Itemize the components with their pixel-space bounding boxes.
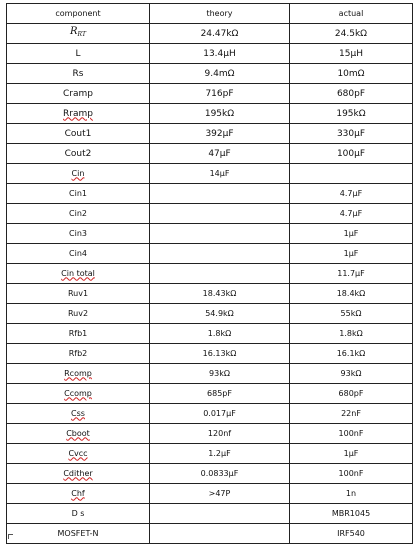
- table-row: [7, 104, 413, 124]
- cell-component: [7, 204, 150, 224]
- component-label: Ccomp: [64, 388, 92, 398]
- table-row: [7, 384, 413, 404]
- cell-theory: 16.13kΩ: [150, 344, 290, 364]
- cell-actual: 100nF: [290, 464, 413, 484]
- component-label: Cin3: [69, 228, 87, 238]
- component-label: Cin2: [69, 208, 87, 218]
- component-label: Rfb1: [68, 328, 88, 338]
- cell-theory: 13.4µH: [150, 44, 290, 64]
- component-label: Cin total: [61, 268, 95, 278]
- cell-actual: 680pF: [290, 84, 413, 104]
- component-label: Cramp: [63, 88, 93, 99]
- cell-actual: 100nF: [290, 424, 413, 444]
- cell-component: [7, 364, 150, 384]
- cell-component: [7, 84, 150, 104]
- table-body: [7, 24, 413, 544]
- cell-actual: 100µF: [290, 144, 413, 164]
- table-row: [7, 24, 413, 44]
- component-label: Cout2: [64, 148, 92, 159]
- cell-theory: 195kΩ: [150, 104, 290, 124]
- cell-theory: 47µF: [150, 144, 290, 164]
- cell-component: [7, 104, 150, 124]
- cell-component: [7, 484, 150, 504]
- cell-component: [7, 444, 150, 464]
- cell-actual: 16.1kΩ: [290, 344, 413, 364]
- cell-theory: 685pF: [150, 384, 290, 404]
- cell-component: [7, 244, 150, 264]
- component-label: Ruv2: [67, 308, 89, 318]
- component-table: [6, 3, 413, 544]
- cell-theory: 93kΩ: [150, 364, 290, 384]
- table-row: [7, 164, 413, 184]
- cell-component: [7, 504, 150, 524]
- table-row: [7, 444, 413, 464]
- table-row: [7, 244, 413, 264]
- cell-actual: 55kΩ: [290, 304, 413, 324]
- cell-theory: 716pF: [150, 84, 290, 104]
- cell-component: [7, 144, 150, 164]
- table-row: [7, 204, 413, 224]
- component-label: Cboot: [66, 428, 90, 438]
- cell-theory: 392µF: [150, 124, 290, 144]
- cell-actual: [290, 164, 413, 184]
- cell-theory: 1.2µF: [150, 444, 290, 464]
- cell-actual: 1µF: [290, 444, 413, 464]
- cell-theory: [150, 504, 290, 524]
- cell-component: [7, 24, 150, 44]
- table-row: [7, 284, 413, 304]
- cell-theory: 24.47kΩ: [150, 24, 290, 44]
- cell-component: [7, 44, 150, 64]
- component-label: L: [75, 48, 81, 59]
- table-row: [7, 364, 413, 384]
- cell-component: [7, 404, 150, 424]
- cell-component: [7, 344, 150, 364]
- cell-actual: 1n: [290, 484, 413, 504]
- cell-theory: 14µF: [150, 164, 290, 184]
- component-label: Cin: [71, 168, 85, 178]
- cell-theory: 120nf: [150, 424, 290, 444]
- cell-theory: 1.8kΩ: [150, 324, 290, 344]
- symbol-main: R: [70, 26, 78, 37]
- cell-actual: 4.7µF: [290, 204, 413, 224]
- cell-actual: 1µF: [290, 224, 413, 244]
- cell-component: [7, 464, 150, 484]
- table-row: [7, 324, 413, 344]
- table-row: [7, 344, 413, 364]
- cell-component: [7, 424, 150, 444]
- component-label: Cin1: [69, 188, 87, 198]
- cell-actual: IRF540: [290, 524, 413, 544]
- table-row: [7, 184, 413, 204]
- cell-component: [7, 224, 150, 244]
- cell-component: [7, 184, 150, 204]
- cell-actual: 10mΩ: [290, 64, 413, 84]
- corner-mark: [8, 534, 13, 539]
- table-row: [7, 44, 413, 64]
- component-label: Cvcc: [68, 448, 88, 458]
- cell-theory: 0.017µF: [150, 404, 290, 424]
- cell-component: [7, 64, 150, 84]
- table-row: [7, 264, 413, 284]
- cell-actual: 1.8kΩ: [290, 324, 413, 344]
- cell-actual: MBR1045: [290, 504, 413, 524]
- cell-theory: [150, 244, 290, 264]
- cell-component: [7, 264, 150, 284]
- cell-component: [7, 304, 150, 324]
- table-row: [7, 504, 413, 524]
- cell-component: [7, 384, 150, 404]
- table-row: [7, 144, 413, 164]
- component-label: Rfb2: [68, 348, 88, 358]
- cell-theory: 18.43kΩ: [150, 284, 290, 304]
- cell-actual: 195kΩ: [290, 104, 413, 124]
- component-table-container: [6, 3, 412, 538]
- component-label: Cin4: [69, 248, 87, 258]
- cell-actual: 93kΩ: [290, 364, 413, 384]
- cell-actual: 22nF: [290, 404, 413, 424]
- component-label: Rramp: [63, 108, 93, 119]
- symbol-subscript: RT: [77, 31, 86, 38]
- cell-actual: 1µF: [290, 244, 413, 264]
- table-row: [7, 424, 413, 444]
- cell-actual: 15µH: [290, 44, 413, 64]
- cell-component: [7, 164, 150, 184]
- cell-theory: 54.9kΩ: [150, 304, 290, 324]
- table-header-row: [7, 4, 413, 24]
- component-label: D s: [71, 508, 85, 518]
- cell-actual: 4.7µF: [290, 184, 413, 204]
- component-label: Cdither: [63, 468, 93, 478]
- component-label: Rcomp: [64, 368, 92, 378]
- cell-theory: [150, 224, 290, 244]
- cell-actual: 24.5kΩ: [290, 24, 413, 44]
- component-label: Css: [71, 408, 85, 418]
- table-row: [7, 464, 413, 484]
- cell-actual: 330µF: [290, 124, 413, 144]
- header-component: component: [7, 4, 150, 24]
- component-label: Chf: [71, 488, 85, 498]
- cell-theory: 9.4mΩ: [150, 64, 290, 84]
- cell-theory: [150, 264, 290, 284]
- cell-component: [7, 284, 150, 304]
- header-theory: theory: [150, 4, 290, 24]
- component-label: Rs: [72, 68, 84, 79]
- cell-theory: >47P: [150, 484, 290, 504]
- table-row: [7, 84, 413, 104]
- cell-component: [7, 324, 150, 344]
- cell-theory: [150, 184, 290, 204]
- cell-actual: 18.4kΩ: [290, 284, 413, 304]
- table-row: [7, 304, 413, 324]
- table-row: [7, 124, 413, 144]
- table-row: [7, 64, 413, 84]
- cell-actual: 680pF: [290, 384, 413, 404]
- table-row: [7, 484, 413, 504]
- table-row: [7, 224, 413, 244]
- header-actual: actual: [290, 4, 413, 24]
- component-label: Cout1: [64, 128, 92, 139]
- cell-actual: 11.7µF: [290, 264, 413, 284]
- component-label: MOSFET-N: [57, 528, 99, 538]
- component-label: Ruv1: [67, 288, 89, 298]
- table-row: [7, 404, 413, 424]
- cell-theory: 0.0833µF: [150, 464, 290, 484]
- cell-theory: [150, 204, 290, 224]
- cell-component: [7, 124, 150, 144]
